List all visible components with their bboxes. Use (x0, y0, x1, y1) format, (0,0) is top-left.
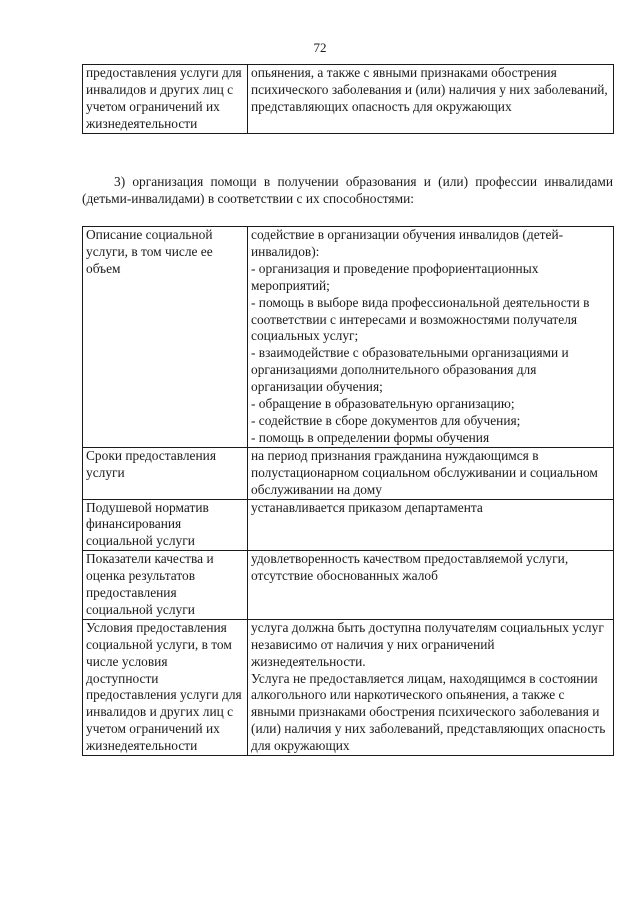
value-line: - организация и проведение профориентационных мероприятий; (251, 260, 539, 293)
value-line: удовлетворенность качеством предоставляемой услуги, отсутствие обоснованных жалоб (251, 551, 569, 584)
row-value: опьянения, а также с явными признаками обострения психического заболевания и (или) наличия у них заболеваний, представляющих опасность для окружающих (248, 65, 614, 134)
table-row (83, 65, 614, 134)
row-label: предоставления услуги для инвалидов и других лиц с учетом ограничений их жизнедеятельности (83, 65, 248, 134)
table-row (83, 499, 614, 551)
value-line: - помощь в определении формы обучения (251, 429, 490, 445)
row-value-financing (248, 499, 614, 551)
row-label-description: Описание социальной услуги, в том числе ее объем (83, 227, 248, 448)
value-line: на период признания гражданина нуждающимся в полустационарном социальном обслуживании и социальном обслуживании на дому (251, 447, 598, 497)
service-table (82, 226, 614, 756)
row-value-description (248, 227, 614, 448)
table-row (83, 619, 614, 755)
value-line: - помощь в выборе вида профессиональной деятельности в соответствии с интересами и возможностями получателя социальных услуг; (251, 294, 590, 344)
row-label-quality: Показатели качества и оценка результатов предоставления социальной услуги (83, 551, 248, 620)
row-value-quality (248, 551, 614, 620)
row-label-financing: Подушевой норматив финансирования социальной услуги (83, 499, 248, 551)
continued-table (82, 64, 614, 134)
page-number: 72 (313, 40, 327, 55)
section-heading (82, 174, 613, 208)
value-line: - взаимодействие с образовательными организациями и организациями дополнительного образования для организации обучения; (251, 345, 569, 395)
row-value-terms (248, 447, 614, 499)
table-row (83, 551, 614, 620)
value-line: - обращение в образовательную организацию; (251, 396, 515, 412)
row-label-conditions: Условия предоставления социальной услуги, в том числе условия доступности предоставления услуги для инвалидов и других лиц с учетом ограничений их жизнедеятельности (83, 619, 248, 755)
table-row (83, 447, 614, 499)
row-value-conditions (248, 619, 614, 755)
value-line: Услуга не предоставляется лицам, находящимся в состоянии алкогольного или наркотического опьянения, а также с явными признаками обострения психического заболевания и (или) наличия у них заболеваний, представляющих опасность для окружающих (251, 670, 606, 754)
value-line: устанавливается приказом департамента (251, 499, 483, 515)
value-line: содействие в организации обучения инвалидов (детей-инвалидов): (251, 227, 564, 259)
table-row (83, 227, 614, 448)
value-line: - содействие в сборе документов для обучения; (251, 412, 521, 428)
value-line: услуга должна быть доступна получателям социальных услуг независимо от наличия у них ограничений жизнедеятельности. (251, 619, 604, 669)
section-heading-text: 3) организация помощи в получении образования и (или) профессии инвалидами (детьми-инвалидами) в соответствии с их способностями: (82, 174, 613, 206)
row-label-terms: Сроки предоставления услуги (83, 447, 248, 499)
